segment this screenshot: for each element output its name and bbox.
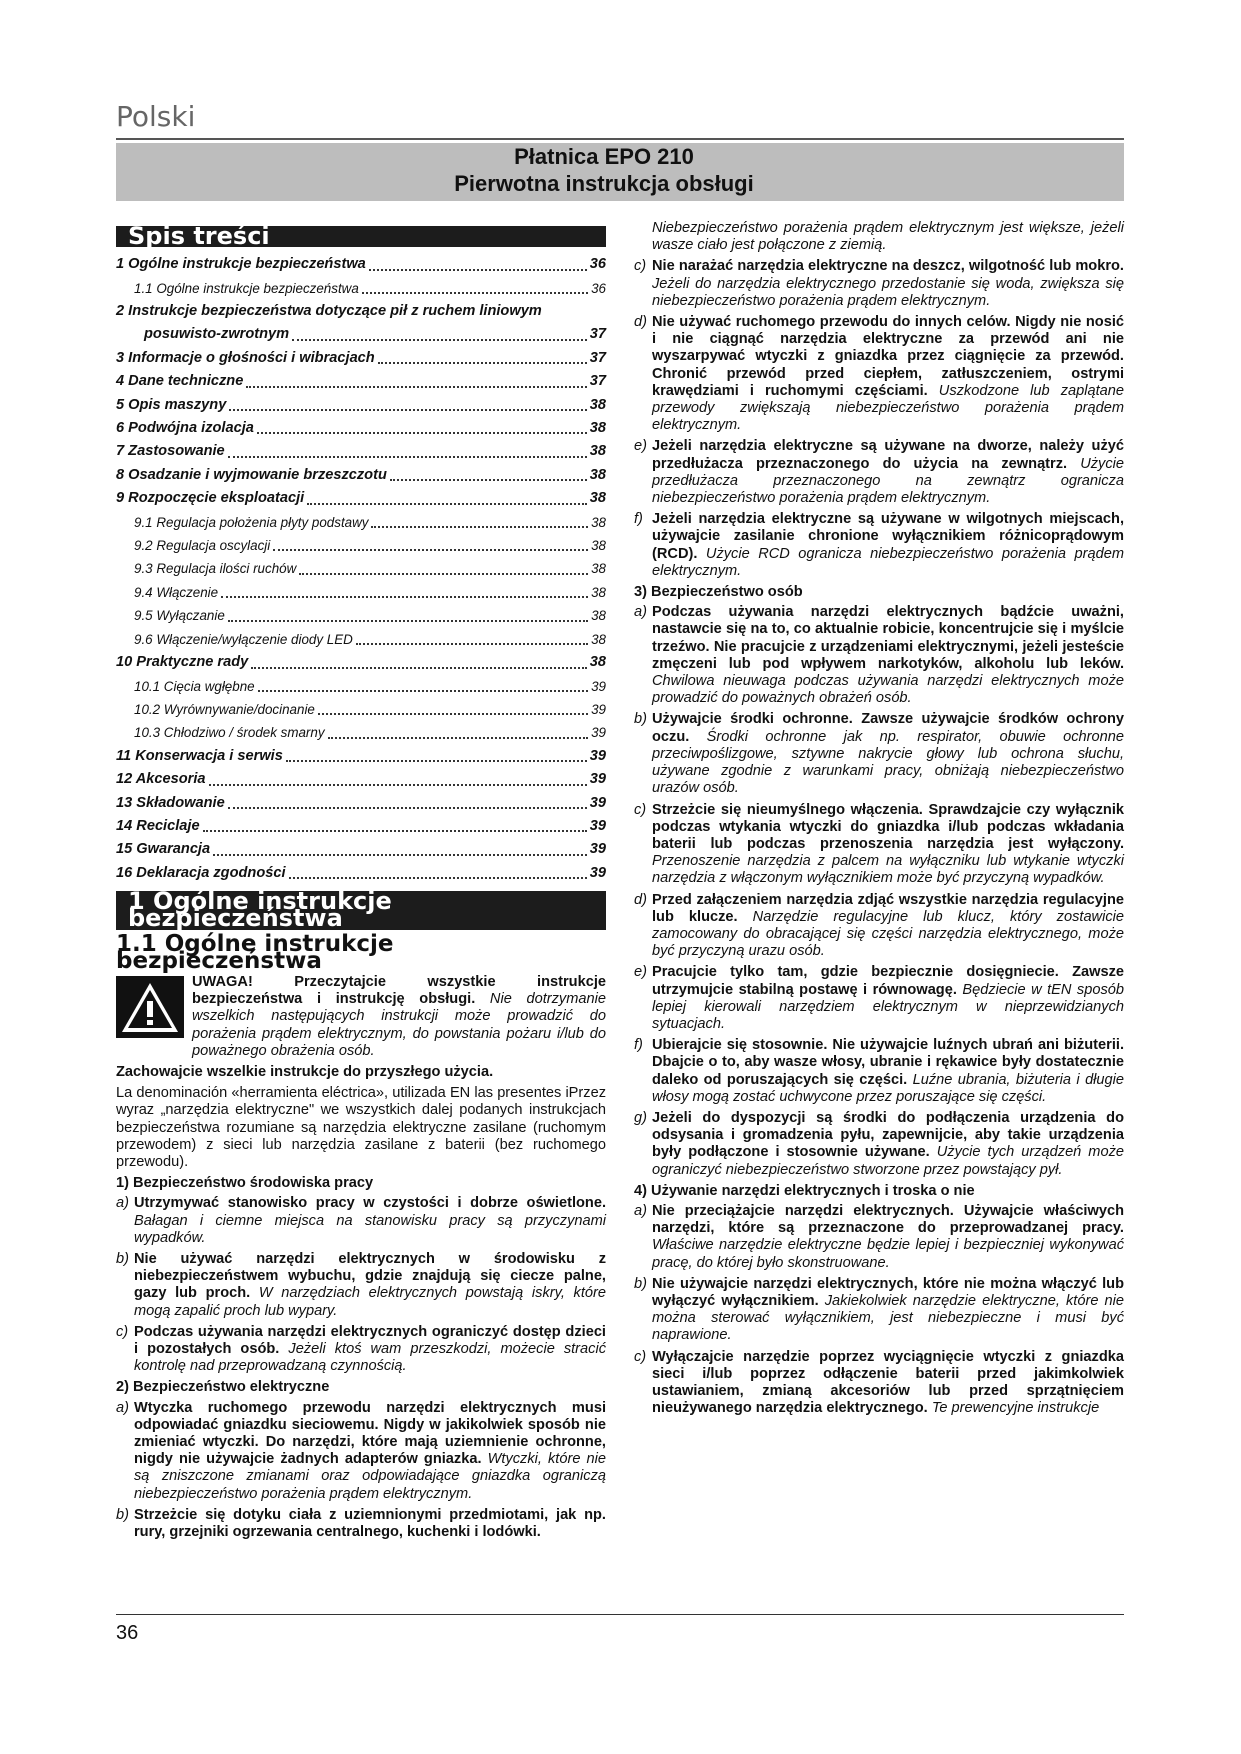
subsection-4-title: 4) Używanie narzędzi elektrycznych i troska o nie bbox=[634, 1182, 975, 1199]
toc-item[interactable]: 4 Dane techniczne 37 bbox=[116, 370, 606, 393]
subsection-3-title: 3) Bezpieczeństwo osób bbox=[634, 584, 803, 601]
list-item: b) Używajcie środki ochronne. Zawsze używajcie środków ochrony oczu. Środki ochronne jak np. respirator, obuwie ochronne przeciwpoślizgowe, sztywne nakrycie głowy lub ochrona słuchu, używane zgodnie z warunkami pracy, obniżają niebezpieczeństwo urazów osób. bbox=[634, 711, 1125, 797]
toc-item[interactable]: 12 Akcesoria 39 bbox=[116, 768, 606, 791]
table-of-contents bbox=[116, 253, 606, 885]
list-item: a) Podczas używania narzędzi elektrycznych bądźcie uważni, nastawcie się na to, co aktualnie robicie, koncentrujcie się i myślcie trzeźwo. Nie pracujcie z urządzeniami elektrycznymi, jeżeli jesteście zmęczeni lub pod wpływem narkotyków, alkoholu lub leków. Chwilowa nieuwaga podczas używania narzędzi elektrycznych może prowadzić do poważnych obrażeń osób. bbox=[634, 604, 1124, 707]
list-item: a) Nie przeciążajcie narzędzi elektrycznych. Używajcie właściwych narzędzi, które są przeznaczone do przeprowadzanej pracy. Właściwe narzędzie elektryczne będzie lepiej i bezpieczniej wykonywać pracę, do której było skonstruowane. bbox=[634, 1202, 1124, 1271]
toc-item[interactable]: 6 Podwójna izolacja 38 bbox=[116, 417, 606, 440]
list-item: b) Nie używać narzędzi elektrycznych w środowisku z niebezpieczeństwem wybuchu, gdzie znajdują się ciecze palne, gazy lub proch. W narzędziach elektrycznych powstają iskry, które mogą zapalić proch lub wypary. bbox=[116, 1251, 606, 1319]
toc-item[interactable]: 9.5 Wyłączanie 38 bbox=[116, 604, 606, 627]
toc-item[interactable]: 15 Gwarancja 39 bbox=[116, 838, 606, 861]
left-column bbox=[116, 220, 606, 1545]
toc-item[interactable]: 9.2 Regulacja oscylacji 38 bbox=[116, 534, 606, 557]
list-item: c) Podczas używania narzędzi elektrycznych ograniczyć dostęp dzieci i pozostałych osób. Jeżeli ktoś wam przeszkodzi, możecie stracić kontrolę nad przeprowadzaną czynnością. bbox=[116, 1323, 606, 1375]
list-item: d) Przed załączeniem narzędzia zdjąć wszystkie narzędzia regulacyjne lub klucze. Narzędzie regulacyjne lub klucz, który zostawicie zamocowany do obracającej się części narzędzia elektrycznego, może być przyczyną urazu osób. bbox=[634, 891, 1124, 960]
warning-bold: UWAGA! Przeczytajcie wszystkie instrukcje bezpieczeństwa i instrukcję obsługi. bbox=[192, 973, 606, 1008]
page-number: 36 bbox=[116, 1622, 139, 1644]
subsection-1-title: 1) Bezpieczeństwo środowiska pracy bbox=[116, 1175, 374, 1192]
toc-item[interactable]: 1 Ogólne instrukcje bezpieczeństwa 36 bbox=[116, 253, 606, 276]
list-item: a) Utrzymywać stanowisko pracy w czystości i dobrze oświetlone. Bałagan i ciemne miejsca na stanowisku pracy są przyczynami wypadków. bbox=[116, 1195, 606, 1246]
toc-item[interactable]: 8 Osadzanie i wyjmowanie brzeszczotu 38 bbox=[116, 464, 606, 487]
toc-item[interactable]: 10.1 Cięcia wgłębne 39 bbox=[116, 675, 606, 698]
subsection-2-title: 2) Bezpieczeństwo elektryczne bbox=[116, 1379, 330, 1396]
toc-item[interactable]: 9.3 Regulacja ilości ruchów 38 bbox=[116, 557, 606, 580]
toc-item[interactable]: 16 Deklaracja zgodności 39 bbox=[116, 862, 606, 885]
right-column bbox=[634, 220, 1124, 1421]
toc-item[interactable]: 7 Zastosowanie 38 bbox=[116, 440, 606, 463]
header-rule bbox=[116, 138, 1124, 140]
list-item: e) Jeżeli narzędzia elektryczne są używane na dworze, należy użyć przedłużacza przeznaczonego do użycia na zewnątrz. Użycie przedłużacza przeznaczonego na zewnątrz ogranicza niebezpieczeństwo porażenia prądem elektrycznym. bbox=[634, 438, 1124, 507]
document-title: Płatnica EPO 210 bbox=[514, 144, 694, 169]
toc-item[interactable]: 11 Konserwacja i serwis 39 bbox=[116, 745, 606, 768]
toc-item[interactable]: 5 Opis maszyny 38 bbox=[116, 394, 606, 417]
section-1-heading: 1 Ogólne instrukcje bezpieczeństwa bbox=[116, 891, 606, 929]
toc-item[interactable]: 13 Składowanie 39 bbox=[116, 792, 606, 815]
toc-item[interactable]: posuwisto-zwrotnym 37 bbox=[116, 323, 606, 346]
warning-block bbox=[116, 974, 606, 1060]
warning-triangle-icon bbox=[116, 976, 184, 1038]
keep-instructions: Zachowajcie wszelkie instrukcje do przyszłego użycia. bbox=[116, 1064, 494, 1080]
warning-text: Nie dotrzymanie wszelkich następujących instrukcji może prowadzić do porażenia prądem elektrycznym, do powstania pożaru i/lub do poważnego obrażenia osób. bbox=[192, 991, 606, 1059]
list-item: c) Wyłączajcie narzędzie poprzez wyciągnięcie wtyczki z gniazdka sieci i/lub poprzez odłączenie baterii przed jakimkolwiek ustawianiem, zmianą akcesoriów lub przed sprzątnięciem nieużywanego narzędzia elektrycznego. Te prewencyjne instrukcje bbox=[634, 1348, 1124, 1417]
list-item: a) Wtyczka ruchomego przewodu narzędzi elektrycznych musi odpowiadać gniazdku sieciowemu. Nigdy w jakikolwiek sposób nie zmieniać wtyczki. Do narzędzi, które mają uziemnienie ochronne, nigdy nie używajcie żadnych adapterów gniazka. Wtyczki, które nie są zniszczone zmianami oraz odpowiadające gniazdka ograniczą niebezpieczeństwo porażenia prądem elektrycznym. bbox=[116, 1399, 607, 1502]
toc-item[interactable]: 10 Praktyczne rady 38 bbox=[116, 651, 606, 674]
toc-item[interactable]: 9.4 Włączenie 38 bbox=[116, 581, 606, 604]
footer-rule bbox=[116, 1614, 1124, 1615]
intro-paragraph: La denominación «herramienta eléctrica», utilizada EN las presentes iPrzez wyraz „narzędzia elektryczne" we wszystkich dalej podanych instrukcjach bezpieczeństwa rozumiane są narzędzia elektryczne zasilane (ruchomym przewodem) z sieci lub narzędzia zasilane z baterii (bez ruchomego przewodu). bbox=[116, 1085, 606, 1171]
continued-text: Niebezpieczeństwo porażenia prądem elektrycznym jest większe, jeżeli wasze ciało jest połączone z ziemią. bbox=[652, 220, 1124, 254]
toc-item[interactable]: 9.1 Regulacja położenia płyty podstawy 38 bbox=[116, 511, 606, 534]
toc-item[interactable]: 2 Instrukcje bezpieczeństwa dotyczące pił z ruchem liniowym bbox=[116, 303, 542, 320]
document-subtitle: Pierwotna instrukcja obsługi bbox=[454, 171, 754, 196]
toc-item[interactable]: 9 Rozpoczęcie eksploatacji 38 bbox=[116, 487, 606, 510]
list-item: d) Nie używać ruchomego przewodu do innych celów. Nigdy nie nosić i nie ciągnąć narzędzia elektryczne za przewód ani nie wyszarpywać wtyczki z gniazdka przez ciągnięcie za przewód. Chronić przewód przed ciepłem, zatłuszczeniem, ostrymi krawędziami i ruchomymi częściami. Uszkodzone lub zaplątane przewody zwiększają niebezpieczeństwo porażenia prądem elektrycznym. bbox=[634, 314, 1124, 434]
toc-heading: Spis treści bbox=[116, 226, 606, 247]
list-item: f) Jeżeli narzędzia elektryczne są używane w wilgotnych miejscach, używajcie zasilanie chronione wyłącznikiem różnicoprądowym (RCD). Użycie RCD ogranicza niebezpieczeństwo porażenia prądem elektrycznym. bbox=[634, 511, 1124, 579]
list-item: c) Strzeżcie się nieumyślnego włączenia. Sprawdzajcie czy wyłącznik podczas wtykania wtyczki do gniazdka i/lub podczas wkładania baterii lub podczas przenoszenia narzędzia jest wyłączony. Przenoszenie narzędzia z palcem na wyłączniku lub wtykanie wtyczki narzędzia z włączonym wyłącznikiem może być przyczyną wypadków. bbox=[634, 801, 1124, 887]
toc-item[interactable]: 10.2 Wyrównywanie/docinanie 39 bbox=[116, 698, 606, 721]
section-1-1-heading: 1.1 Ogólne instrukcje bezpieczeństwa bbox=[116, 930, 394, 974]
toc-item[interactable]: 9.6 Włączenie/wyłączenie diody LED 38 bbox=[116, 628, 606, 651]
list-item: b) Nie używajcie narzędzi elektrycznych, które nie można włączyć lub wyłączyć wyłącznikiem. Jakiekolwiek narzędzie elektryczne, które nie można sterować wyłącznikiem, jest niebezpieczne i musi być naprawione. bbox=[634, 1275, 1124, 1344]
list-item: f) Ubierajcie się stosownie. Nie używajcie luźnych ubrań ani biżuterii. Dbajcie o to, aby wasze włosy, ubranie i rękawice były dostatecznie daleko od poruszających się części. Luźne ubrania, biżuteria i długie włosy mogą zostać uchwycone przez poruszające się części. bbox=[634, 1037, 1125, 1105]
toc-item[interactable]: 10.3 Chłodziwo / środek smarny 39 bbox=[116, 721, 606, 744]
language-label: Polski bbox=[116, 100, 196, 133]
list-item: c) Nie narażać narzędzia elektryczne na deszcz, wilgotność lub mokro. Jeżeli do narzędzia elektrycznego przedostanie się woda, zwiększa się niebezpieczeństwo porażenia prądem elektrycznym. bbox=[634, 258, 1124, 309]
title-bar bbox=[116, 143, 1124, 201]
list-item: e) Pracujcie tylko tam, gdzie bezpiecznie dosięgniecie. Zawsze utrzymujcie stabilną postawę i równowagę. Będziecie w tEN sposób lepiej kierowali narzędziem elektrycznym w nieprzewidzianych sytuacjach. bbox=[634, 964, 1124, 1032]
toc-item[interactable]: 3 Informacje o głośności i wibracjach 37 bbox=[116, 347, 606, 370]
list-item: g) Jeżeli do dyspozycji są środki do podłączenia urządzenia do odsysania i gromadzenia pyłu, zapewnijcie, aby takie urządzenia były podłączone i stosownie używane. Użycie tych urządzeń może ograniczyć niebezpieczeństwo stworzone przez powstający pył. bbox=[634, 1109, 1124, 1178]
toc-item[interactable]: 14 Reciclaje 39 bbox=[116, 815, 606, 838]
toc-item[interactable]: 1.1 Ogólne instrukcje bezpieczeństwa 36 bbox=[116, 277, 606, 300]
list-item: b) Strzeżcie się dotyku ciała z uziemnionymi przedmiotami, jak np. rury, grzejniki ogrzewania centralnego, kuchenki i lodówki. bbox=[116, 1506, 606, 1541]
